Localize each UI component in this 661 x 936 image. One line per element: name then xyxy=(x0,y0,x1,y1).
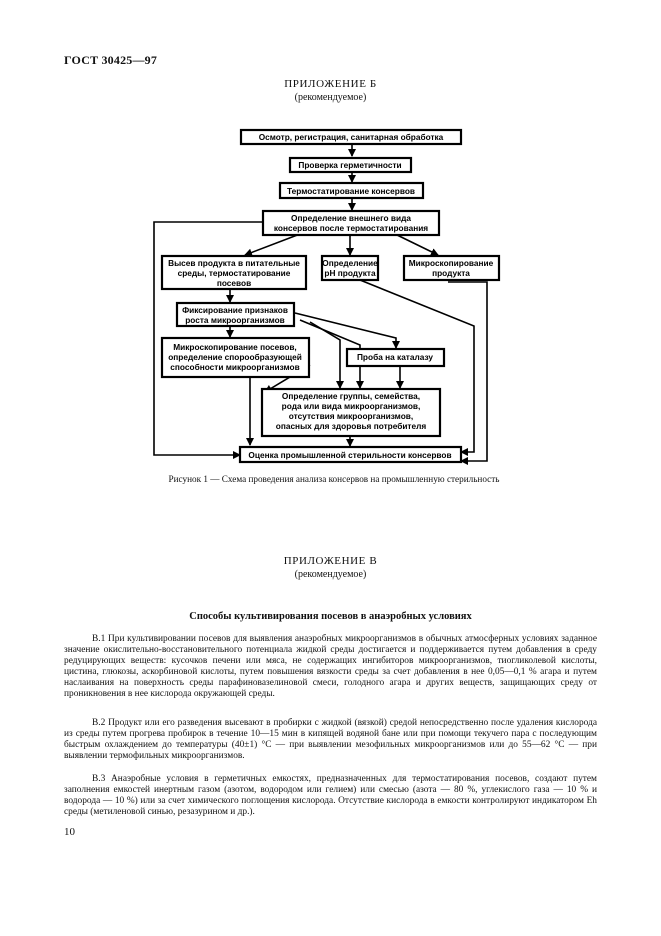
box-catalase-label: Проба на каталазу xyxy=(356,352,434,362)
appendix-b-title: ПРИЛОЖЕНИЕ Б xyxy=(284,78,377,90)
box-seeding-label-2: среды, термостатирование xyxy=(177,268,291,278)
box-micro-product xyxy=(404,256,499,280)
section-title: Способы культивирования посевов в анаэробных условиях xyxy=(189,611,472,622)
appendix-v-title: ПРИЛОЖЕНИЕ В xyxy=(283,555,378,567)
appendix-b-subtitle: (рекомендуемое) xyxy=(294,92,367,103)
box-micro-seeds-label-1: Микроскопирование посевов, xyxy=(173,342,297,352)
box-fixing-label-2: роста микроорганизмов xyxy=(185,315,285,325)
box-tightness-label: Проверка герметичности xyxy=(298,160,402,170)
page-number: 10 xyxy=(64,826,75,838)
box-seeding-label-3: посевов xyxy=(216,278,252,288)
box-appearance xyxy=(263,211,439,235)
box-thermostat xyxy=(280,183,423,198)
box-group xyxy=(262,389,440,436)
box-micro-seeds-label-3: способности микроорганизмов xyxy=(170,362,300,372)
box-micro-product-label-1: Микроскопирование xyxy=(408,258,494,268)
box-thermostat-label: Термостатирование консервов xyxy=(286,186,416,196)
box-group-label-4: опасных для здоровья потребителя xyxy=(275,421,427,431)
box-catalase xyxy=(347,349,444,366)
box-inspection xyxy=(241,130,461,144)
box-appearance-label-1: Определение внешнего вида xyxy=(291,213,411,223)
document-code: ГОСТ 30425—97 xyxy=(64,53,158,67)
box-ph xyxy=(322,256,378,280)
box-evaluation-label: Оценка промышленной стерильности консервов xyxy=(248,450,452,460)
box-fixing-label-1: Фиксирование признаков xyxy=(182,305,288,315)
box-ph-label-2: pH продукта xyxy=(324,268,376,278)
box-micro-seeds xyxy=(162,338,309,377)
box-ph-label-1: Определение xyxy=(322,258,378,268)
figure-caption: Рисунок 1 — Схема проведения анализа консервов на промышленную стерильность xyxy=(168,474,500,484)
box-group-label-1: Определение группы, семейства, xyxy=(281,391,421,401)
box-appearance-label-2: консервов после термостатирования xyxy=(273,223,429,233)
box-seeding xyxy=(162,256,306,289)
box-fixing xyxy=(177,303,294,326)
appendix-v-subtitle: (рекомендуемое) xyxy=(294,569,367,580)
box-micro-seeds-label-2: определение спорообразующей xyxy=(168,352,302,362)
box-micro-product-label-2: продукта xyxy=(432,268,470,278)
paragraph-v1: В.1 При культивировании посевов для выявления анаэробных микроорганизмов в обычных атмосферных условиях заданное значение окислительно-восстановительного потенциала жидкой среды достигается и поддерживается путем добавления в среду редуцирующих веществ: кусочков печени или мяса, не содержащих ингибиторов микроорганизмов, тиогликолевой кислоты, цистина, глюкозы, аскорбиновой кислоты, путем повышения вязкости среды за счет добавления в нее 0,05—0,1 % агара и путем наслаивания на поверхность среды парафиновазелиновой смеси, голодного агара и других веществ, защищающих среду от проникновения в нее кислорода окружающей среды. xyxy=(64,634,597,700)
box-group-label-2: рода или вида микроорганизмов, xyxy=(281,401,421,411)
box-inspection-label: Осмотр, регистрация, санитарная обработка xyxy=(258,132,444,142)
box-evaluation xyxy=(240,447,461,462)
box-tightness xyxy=(290,158,411,172)
paragraph-v2: В.2 Продукт или его разведения высевают в пробирки с жидкой (вязкой) средой непосредственно после удаления кислорода из среды путем прогрева пробирок в течение 10—15 мин в кипящей водяной бане или при помощи текучего пара с последующим быстрым охлаждением до температуры (40±1) °С — при выявлении мезофильных микроорганизмов или до 55—62 °С — при выявлении термофильных микроорганизмов. xyxy=(64,718,597,762)
box-seeding-label-1: Высев продукта в питательные xyxy=(168,258,300,268)
box-group-label-3: отсутствия микроорганизмов, xyxy=(288,411,414,421)
paragraph-v3: В.3 Анаэробные условия в герметичных емкостях, предназначенных для термостатирования посевов, создают путем заполнения емкостей инертным газом (азотом, водородом или гелием) или смесью (азота — 80 %, углекислого газа — 10 % и водорода — 10 %) или за счет химического поглощения кислорода. Отсутствие кислорода в емкости контролируют индикатором Eh среды (метиленовой синью, резазурином и др.). xyxy=(64,774,597,818)
